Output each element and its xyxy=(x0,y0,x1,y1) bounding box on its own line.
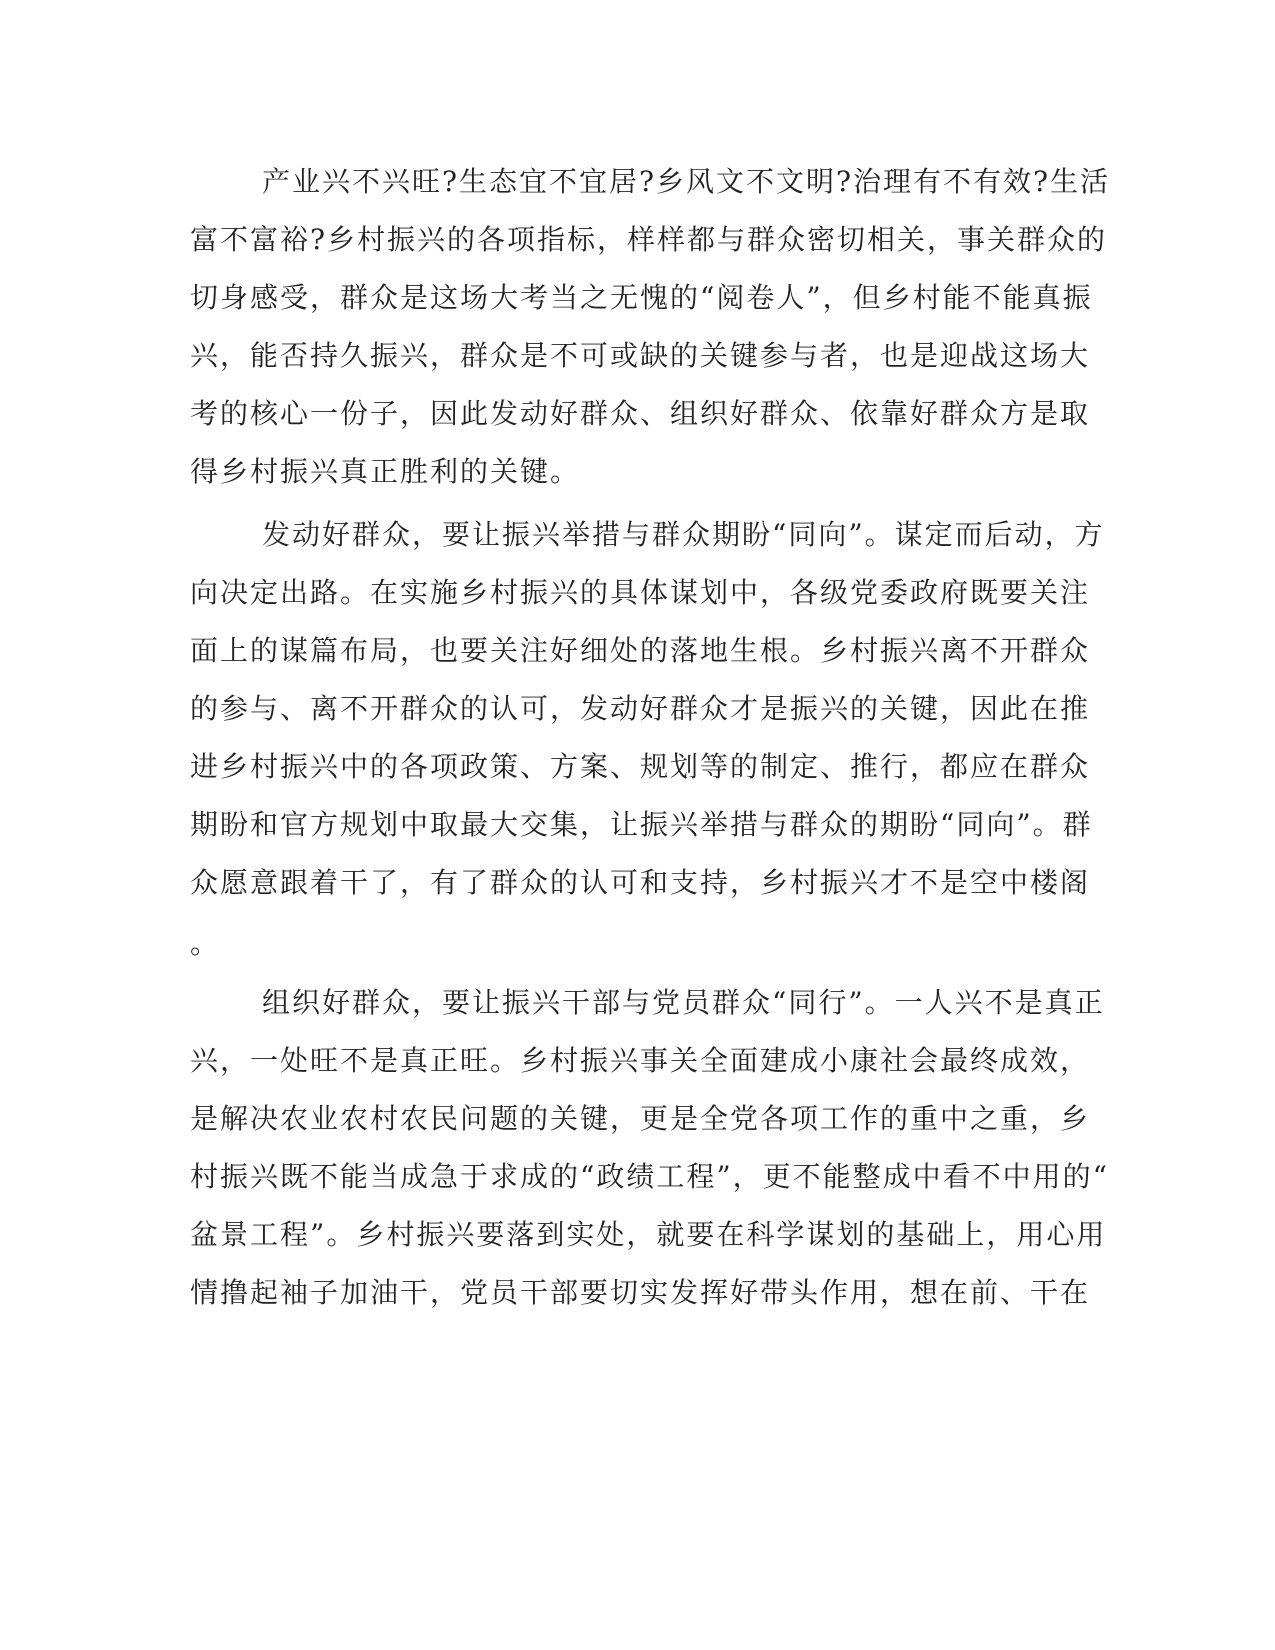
paragraph-2-line-4: 的参与、离不开群众的认可，发动好群众才是振兴的关键，因此在推 xyxy=(190,692,1091,725)
paragraph-1-line-2: 富不富裕?乡村振兴的各项指标，样样都与群众密切相关，事关群众的 xyxy=(190,223,1108,256)
paragraph-2-line-3: 面上的谋篇布局，也要关注好细处的落地生根。乡村振兴离不开群众 xyxy=(190,634,1091,667)
paragraph-1-line-4: 兴，能否持久振兴，群众是不可或缺的关键参与者，也是迎战这场大 xyxy=(190,339,1091,372)
paragraph-3-line-1: 组织好群众，要让振兴干部与党员群众“同行”。一人兴不是真正 xyxy=(262,986,1105,1019)
paragraph-3-line-6: 情撸起袖子加油干，党员干部要切实发挥好带头作用，想在前、干在 xyxy=(190,1276,1091,1309)
paragraph-2-line-6: 期盼和官方规划中取最大交集，让振兴举措与群众的期盼“同向”。群 xyxy=(190,808,1093,841)
paragraph-1-line-1: 产业兴不兴旺?生态宜不宜居?乡风文不文明?治理有不有效?生活 xyxy=(262,165,1111,198)
paragraph-1-line-3: 切身感受，群众是这场大考当之无愧的“阅卷人”，但乡村能不能真振 xyxy=(190,281,1093,314)
paragraph-3-line-5: 盆景工程”。乡村振兴要落到实处，就要在科学谋划的基础上，用心用 xyxy=(190,1218,1107,1251)
paragraph-2-line-7: 众愿意跟着干了，有了群众的认可和支持，乡村振兴才不是空中楼阁 xyxy=(190,866,1091,899)
paragraph-2-line-5: 进乡村振兴中的各项政策、方案、规划等的制定、推行，都应在群众 xyxy=(190,750,1091,783)
paragraph-1-line-6: 得乡村振兴真正胜利的关键。 xyxy=(190,455,581,488)
paragraph-2-line-1: 发动好群众，要让振兴举措与群众期盼“同向”。谋定而后动，方 xyxy=(262,518,1105,551)
paragraph-3-line-2: 兴，一处旺不是真正旺。乡村振兴事关全面建成小康社会最终成效， xyxy=(190,1044,1091,1077)
paragraph-2-line-8: 。 xyxy=(190,927,221,960)
paragraph-3-line-4: 村振兴既不能当成急于求成的“政绩工程”，更不能整成中看不中用的“ xyxy=(190,1160,1109,1193)
paragraph-1-line-5: 考的核心一份子，因此发动好群众、组织好群众、依靠好群众方是取 xyxy=(190,397,1091,430)
paragraph-3-line-3: 是解决农业农村农民问题的关键，更是全党各项工作的重中之重，乡 xyxy=(190,1102,1091,1135)
paragraph-2-line-2: 向决定出路。在实施乡村振兴的具体谋划中，各级党委政府既要关注 xyxy=(190,576,1091,609)
